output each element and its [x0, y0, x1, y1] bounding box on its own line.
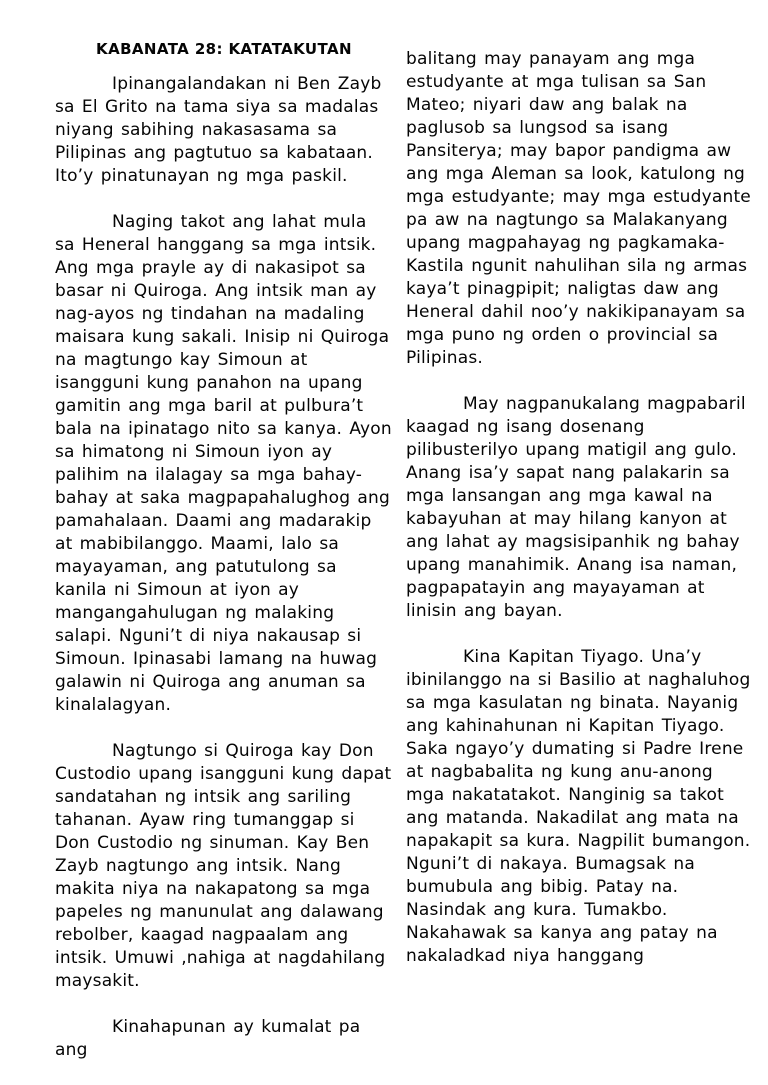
right-paragraph-1-continuation: balitang may panayam ang mga estudyante at mga tulisan sa San Mateo; niyari daw ang balak na paglusob sa lungsod sa isang Pansiterya; may bapor pandigma aw ang mga Aleman sa look, katulong ng mga estudyante; may mga estudyante pa aw na nagtungo sa Malakanyang upang magpahayag ng pagkamaka-Kastila ngunit nahulihan sila ng armas kaya’t pinagpipit; naligtas daw ang Heneral dahil noo’y nakikipanayam sa mga puno ng orden o provincial sa Pilipinas. [406, 49, 751, 368]
left-paragraph-4: Kinahapunan ay kumalat pa ang [55, 1017, 361, 1060]
left-column [55, 40, 393, 1085]
left-paragraph-3: Nagtungo si Quiroga kay Don Custodio upang isangguni kung dapat sandatahan ng intsik ang sariling tahanan. Ayaw ring tumanggap si Don Custodio ng sinuman. Kay Ben Zayb nagtungo ang intsik. Nang makita niya na nakapatong sa mga papeles ng manunulat ang dalawang rebolber, kaagad nagpaalam ang intsik. Umuwi ,nahiga at nagdahilang maysakit. [55, 741, 392, 991]
left-paragraph-2: Naging takot ang lahat mula sa Heneral hanggang sa mga intsik. Ang mga prayle ay di nakasipot sa basar ni Quiroga. Ang intsik man ay nag-ayos ng tindahan na madaling maisara kung sakali. Inisip ni Quiroga na magtungo kay Simoun at isangguni kung panahon na upang gamitin ang mga baril at pulbura’t bala na ipinatago nito sa kanya. Ayon sa himatong ni Simoun iyon ay palihim na ilalagay sa mga bahay-bahay at saka magpapahalughog ang pamahalaan. Daami ang madarakip at mabibilanggo. Maami, lalo sa mayayaman, ang patutulong sa kanila ni Simoun at iyon ay mangangahulugan ng malaking salapi. Nguni’t di niya nakausap si Simoun. Ipinasabi lamang na huwag galawin ni Quiroga ang anuman sa kinalalagyan. [55, 212, 392, 715]
right-column [406, 40, 756, 1085]
right-paragraph-3: Kina Kapitan Tiyago. Una’y ibinilanggo na si Basilio at naghaluhog sa mga kasulatan ng binata. Nayanig ang kahinahunan ni Kapitan Tiyago. Saka ngayo’y dumating si Padre Irene at nagbabalita ng kung anu-anong mga nakatatakot. Nanginig sa takot ang matanda. Nakadilat ang mata na napakapit sa kura. Nagpilit bumangon. Nguni’t di nakaya. Bumagsak na bumubula ang bibig. Patay na. Nasindak ang kura. Tumakbo. Nakahawak sa kanya ang patay na nakaladkad niya hanggang [406, 647, 751, 966]
left-paragraph-1: Ipinangalandakan ni Ben Zayb sa El Grito na tama siya sa madalas niyang sabihing nakasasama sa Pilipinas ang pagtutuo sa kabataan. Ito’y pinatunayan ng mga paskil. [55, 74, 382, 186]
chapter-title: KABANATA 28: KATATAKUTAN [96, 40, 352, 58]
right-paragraph-2: May nagpanukalang magpabaril kaagad ng isang dosenang pilibusterilyo upang matigil ang gulo. Anang isa’y sapat nang palakarin sa mga lansangan ang mga kawal na kabayuhan at may hilang kanyon at ang lahat ay magsisipanhik ng bahay upang manahimik. Anang isa naman, pagpapatayin ang mayayaman at linisin ang bayan. [406, 394, 746, 621]
